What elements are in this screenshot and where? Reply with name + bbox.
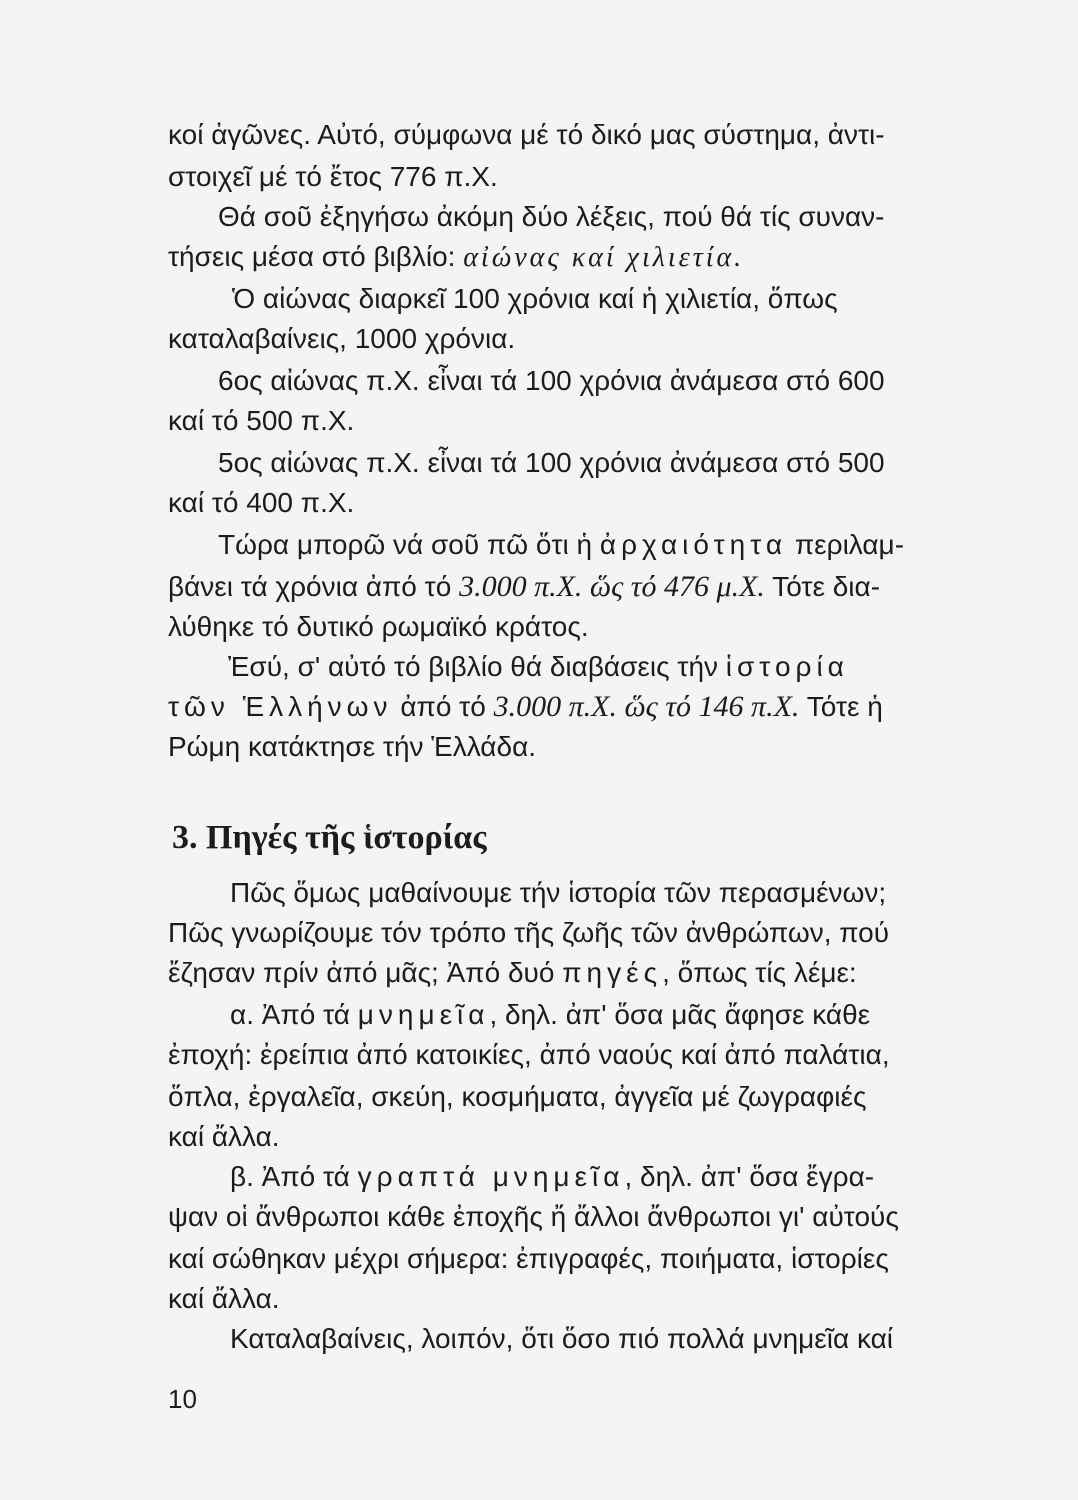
text-line: [218, 200, 1078, 234]
text-span: καί σώθηκαν μέχρι σήμερα: ἐπιγραφές, ποιήματα, ἱστορίες: [168, 1243, 889, 1274]
section-title: Πηγές τῆς ἱστορίας: [206, 819, 487, 856]
text-line: [228, 650, 1078, 684]
text-span: Πῶς ὅμως μαθαίνουμε τήν ἱστορία τῶν περασμένων;: [230, 877, 887, 908]
text-line: [230, 1160, 1078, 1194]
text-span: Καταλαβαίνεις, λοιπόν, ὅτι ὅσο πιό πολλά μνημεῖα καί: [230, 1323, 894, 1354]
text-line: [168, 956, 1078, 990]
text-span: Ρώμη κατάκτησε τήν Ἑλλάδα.: [168, 731, 537, 762]
text-span: τήσεις μέσα στό βιβλίο:: [168, 241, 464, 272]
text-line: [230, 1322, 1078, 1356]
text-span: ψαν οἱ ἄνθρωποι κάθε ἐποχῆς ἤ ἄλλοι ἄνθρωποι γι' αὐτούς: [168, 1201, 899, 1232]
text-line: [232, 282, 1078, 316]
text-line: [168, 404, 1078, 438]
text-span: καί ἄλλα.: [168, 1283, 280, 1314]
spaced-term: ἱστορία: [725, 651, 849, 682]
text-span: βάνει τά χρόνια ἀπό τό: [168, 571, 460, 602]
text-span: Ὁ αἰώνας διαρκεῖ 100 χρόνια καί ἡ χιλιετία, ὅπως: [232, 283, 838, 314]
text-span: , δηλ. ἀπ' ὅσα ἔγρα-: [624, 1161, 875, 1192]
spaced-term: ἀρχαιότητα: [599, 529, 788, 560]
page-number: 10: [168, 1384, 197, 1414]
text-line: [168, 690, 1078, 724]
text-line: [168, 486, 1078, 520]
text-line: [168, 322, 1078, 356]
text-span: Πῶς γνωρίζουμε τόν τρόπο τῆς ζωῆς τῶν ἀνθρώπων, πού: [168, 917, 890, 948]
text-line: [168, 570, 1078, 604]
text-span: , ὅπως τίς λέμε:: [662, 957, 857, 988]
text-line: [168, 1120, 1078, 1154]
italic-date-range: 3.000 π.Χ. ὥς τό 146 π.Χ.: [493, 690, 800, 723]
text-line: [218, 528, 1078, 562]
spaced-term: μνημεῖα: [357, 999, 490, 1030]
text-span: κοί ἀγῶνες. Αὐτό, σύμφωνα μέ τό δικό μας σύστημα, ἀντι-: [168, 119, 885, 150]
text-line: [168, 1080, 1078, 1114]
text-span: Θά σοῦ ἐξηγήσω ἀκόμη δύο λέξεις, πού θά τίς συναν-: [218, 201, 885, 232]
text-line: [230, 876, 1078, 910]
text-span: α. Ἀπό τά: [230, 999, 358, 1030]
text-span: Τώρα μπορῶ νά σοῦ πῶ ὅτι ἡ: [218, 529, 600, 560]
text-span: λύθηκε τό δυτικό ρωμαϊκό κράτος.: [168, 611, 589, 642]
text-span: Ἐσύ, σ' αὐτό τό βιβλίο θά διαβάσεις τήν: [228, 651, 726, 682]
text-span: ὅπλα, ἐργαλεῖα, σκεύη, κοσμήματα, ἀγγεῖα μέ ζωγραφιές: [168, 1081, 867, 1112]
text-line: [218, 446, 1078, 480]
italic-term: αἰώνας καί χιλιετία.: [463, 242, 745, 273]
text-span: β. Ἀπό τά: [230, 1161, 358, 1192]
text-line: [168, 240, 1078, 275]
text-line: [168, 1200, 1078, 1234]
text-line: [218, 364, 1078, 398]
text-span: Τότε ἡ: [799, 691, 883, 722]
text-line: [168, 1038, 1078, 1072]
section-number: 3.: [172, 819, 198, 856]
text-span: καί ἄλλα.: [168, 1121, 280, 1152]
text-line: [168, 118, 1078, 152]
text-span: καταλαβαίνεις, 1000 χρόνια.: [168, 323, 516, 354]
text-span: περιλαμ-: [787, 529, 905, 560]
text-line: [168, 160, 1078, 194]
text-span: Τότε δια-: [764, 571, 881, 602]
text-line: [168, 730, 1078, 764]
section-heading: [172, 818, 487, 858]
text-line: [168, 1282, 1078, 1316]
text-span: καί τό 500 π.Χ.: [168, 405, 355, 436]
text-span: ἔζησαν πρίν ἀπό μᾶς; Ἀπό δυό: [168, 957, 563, 988]
text-line: [168, 1242, 1078, 1276]
spaced-term: γραπτά μνημεῖα: [357, 1161, 625, 1192]
text-span: , δηλ. ἀπ' ὅσα μᾶς ἄφησε κάθε: [489, 999, 871, 1030]
text-span: καί τό 400 π.Χ.: [168, 487, 355, 518]
text-line: [168, 916, 1078, 950]
text-line: [168, 610, 1078, 644]
text-span: ἐποχή: ἐρείπια ἀπό κατοικίες, ἀπό ναούς καί ἀπό παλάτια,: [168, 1039, 890, 1070]
text-span: ἀπό τό: [392, 691, 494, 722]
spaced-term: πηγές: [562, 957, 663, 988]
text-span: στοιχεῖ μέ τό ἔτος 776 π.Χ.: [168, 161, 498, 192]
text-line: [230, 998, 1078, 1032]
spaced-term: τῶν Ἑλλήνων: [168, 691, 393, 722]
text-span: 6ος αἰώνας π.Χ. εἶναι τά 100 χρόνια ἀνάμεσα στό 600: [218, 365, 885, 396]
italic-date-range: 3.000 π.Χ. ὥς τό 476 μ.Χ.: [459, 570, 765, 603]
text-span: 5ος αἰώνας π.Χ. εἶναι τά 100 χρόνια ἀνάμεσα στό 500: [218, 447, 885, 478]
